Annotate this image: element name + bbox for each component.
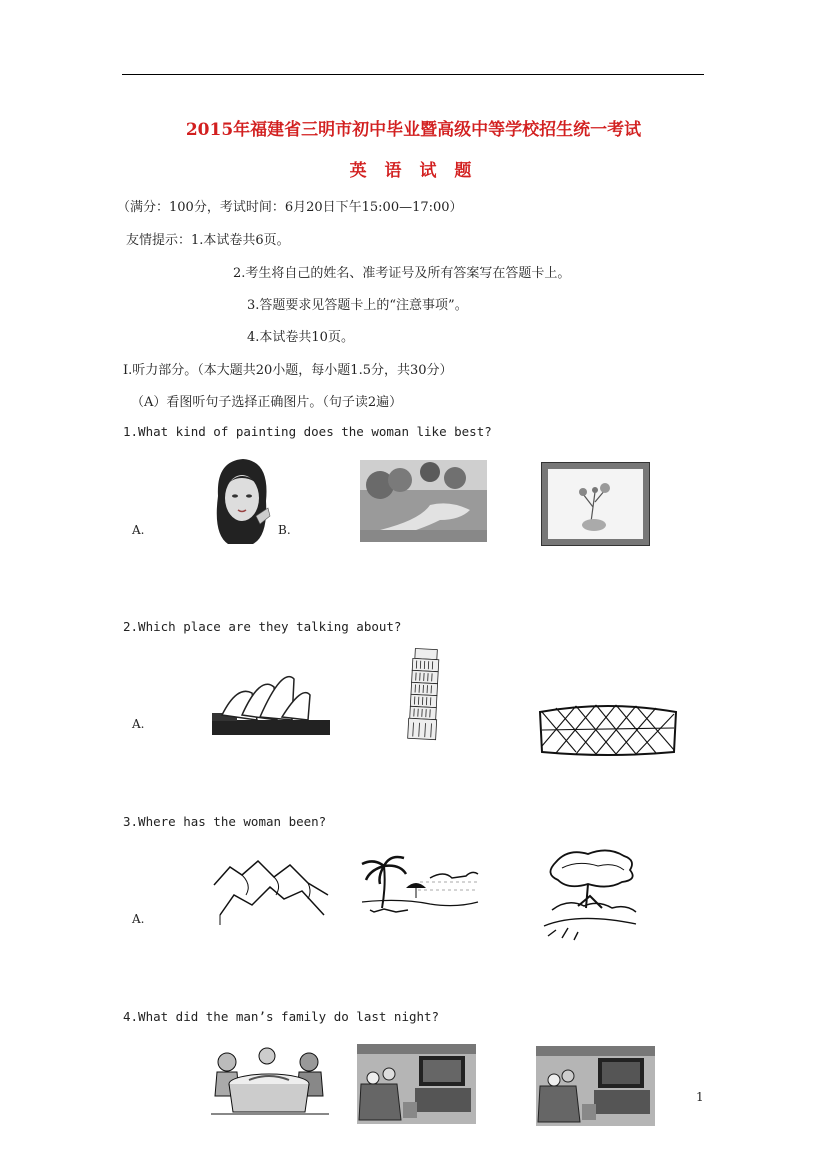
tip-2: 2.考生将自己的姓名、准考证号及所有答案写在答题卡上。 (233, 266, 571, 281)
question-1: 1.What kind of painting does the woman like best? (123, 424, 492, 439)
landscape-painting-image (360, 460, 487, 542)
top-rule (122, 74, 704, 75)
tip-1: 友情提示：1.本试卷共6页。 (126, 233, 290, 248)
beach-image (360, 852, 480, 918)
q2-label-a: A. (132, 717, 145, 731)
section-title: I.听力部分。（本大题共20小题，每小题1.5分，共30分） (123, 363, 453, 378)
watching-tv-image (357, 1044, 476, 1124)
portrait-painting-image (208, 456, 278, 546)
q1-label-b: B. (278, 523, 291, 537)
family-dinner-image (209, 1046, 331, 1116)
q3-label-a: A. (132, 912, 145, 926)
flower-painting-image (541, 462, 650, 546)
part-a-instruction: （A）看图听句子选择正确图片。（句子读2遍） (131, 395, 403, 410)
watching-tv-2-image (536, 1046, 655, 1126)
leaning-tower-of-pisa-image (406, 647, 442, 741)
tip-4: 4.本试卷共10页。 (247, 330, 354, 345)
sydney-opera-house-image (212, 665, 330, 735)
q1-label-a: A. (132, 523, 145, 537)
mountains-image (212, 855, 330, 927)
question-4: 4.What did the man’s family do last night? (123, 1009, 440, 1024)
forest-image (538, 846, 642, 942)
exam-title: 2015年福建省三明市初中毕业暨高级中等学校招生统一考试 (185, 120, 642, 140)
tip-3: 3.答题要求见答题卡上的“注意事项”。 (247, 298, 468, 313)
page-number: 1 (696, 1090, 704, 1104)
exam-info: （满分：100分，考试时间：6月20日下午15:00—17:00） (117, 200, 463, 215)
exam-subtitle: 英 语 试 题 (349, 161, 478, 181)
question-2: 2.Which place are they talking about? (123, 619, 402, 634)
birds-nest-stadium-image (536, 700, 680, 756)
question-3: 3.Where has the woman been? (123, 814, 327, 829)
